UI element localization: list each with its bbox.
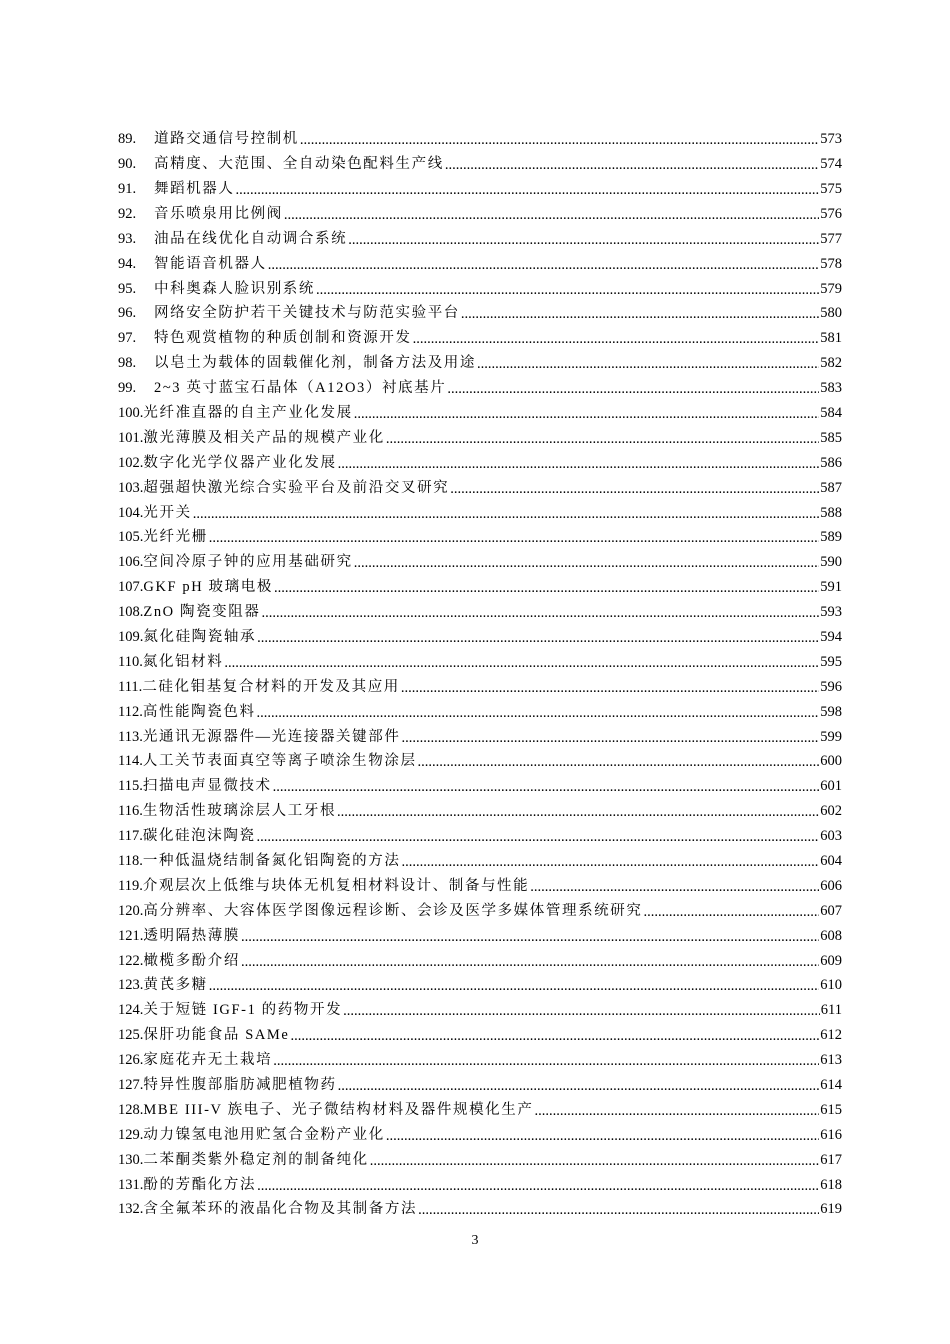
dot-leader (209, 979, 819, 994)
toc-entry-page: 585 (820, 429, 842, 446)
dot-leader (477, 357, 819, 372)
toc-entry-title: MBE III-V 族电子、光子微结构材料及器件规模化生产 (143, 1101, 534, 1118)
toc-entry-number: 110. (118, 653, 143, 670)
toc-entry[interactable] (118, 525, 842, 550)
toc-entry-number: 95. (118, 280, 137, 297)
dot-leader (348, 233, 819, 248)
toc-entry[interactable] (118, 227, 842, 252)
toc-entry-title: 酚的芳酯化方法 (143, 1176, 257, 1193)
toc-entry-page: 584 (820, 404, 842, 421)
toc-entry-number: 122. (118, 952, 144, 969)
toc-entry[interactable] (118, 1048, 842, 1073)
toc-entry-title: 高分辨率、大容体医学图像远程诊断、会诊及医学多媒体管理系统研究 (143, 902, 643, 919)
dot-leader (643, 905, 819, 920)
dot-leader (241, 955, 819, 970)
toc-entry-number: 128. (118, 1101, 144, 1118)
toc-entry[interactable] (118, 650, 842, 675)
toc-entry-page: 609 (820, 952, 842, 969)
toc-entry-title: 生物活性玻璃涂层人工牙根 (142, 803, 337, 820)
toc-entry-page: 593 (820, 604, 842, 621)
toc-entry-page: 598 (820, 703, 842, 720)
dot-leader (284, 208, 819, 223)
dot-leader (274, 581, 819, 596)
toc-entry[interactable] (118, 1172, 842, 1197)
toc-entry[interactable] (118, 401, 842, 426)
toc-entry-page: 577 (820, 230, 842, 247)
toc-entry-number: 104. (118, 504, 144, 521)
toc-entry[interactable] (118, 202, 842, 227)
toc-entry-page: 599 (820, 728, 842, 745)
toc-entry-title: 以皂土为载体的固载催化剂，制备方法及用途 (154, 355, 476, 372)
toc-entry-number: 117. (118, 828, 143, 845)
toc-entry-title: 动力镍氢电池用贮氢合金粉产业化 (143, 1126, 385, 1143)
toc-entry[interactable] (118, 1148, 842, 1173)
dot-leader (354, 556, 820, 571)
toc-entry[interactable] (118, 600, 842, 625)
toc-entry-page: 574 (820, 156, 842, 173)
dot-leader (300, 133, 819, 148)
toc-entry[interactable] (118, 127, 842, 152)
dot-leader (257, 830, 820, 845)
toc-entry-number: 96. (118, 305, 137, 322)
toc-entry-title: 音乐喷泉用比例阀 (154, 205, 283, 222)
page-number: 3 (471, 1233, 479, 1248)
toc-entry-page: 602 (820, 803, 842, 820)
toc-entry-number: 102. (118, 454, 144, 471)
toc-entry-page: 603 (820, 828, 842, 845)
toc-entry-title: 激光薄膜及相关产品的规模产业化 (143, 429, 385, 446)
toc-entry-page: 587 (820, 479, 842, 496)
dot-leader (413, 332, 820, 347)
toc-entry-number: 90. (118, 156, 137, 173)
table-of-contents (118, 127, 842, 1222)
toc-entry-number: 112. (118, 703, 143, 720)
toc-entry-page: 579 (820, 280, 842, 297)
toc-entry-number: 120. (118, 902, 144, 919)
toc-entry-page: 594 (820, 629, 842, 645)
toc-entry-title: 一种低温烧结制备氮化铝陶瓷的方法 (142, 853, 401, 870)
toc-entry-page: 613 (820, 1052, 842, 1069)
toc-entry-number: 129. (118, 1126, 144, 1143)
toc-entry-title: 智能语音机器人 (154, 255, 267, 272)
dot-leader (354, 407, 820, 422)
toc-entry-page: 580 (820, 305, 842, 322)
toc-entry-title: 氮化硅陶瓷轴承 (143, 629, 257, 645)
toc-entry-title: 橄榄多酚介绍 (143, 952, 240, 969)
toc-entry-number: 105. (118, 529, 144, 546)
toc-entry-number: 114. (118, 753, 143, 770)
dot-leader (257, 1179, 819, 1194)
toc-entry-page: 619 (820, 1201, 842, 1218)
toc-entry-number: 94. (118, 255, 137, 272)
dot-leader (401, 855, 819, 870)
toc-entry-page: 576 (820, 205, 842, 222)
toc-entry-number: 91. (118, 180, 137, 197)
toc-entry-title: 舞蹈机器人 (154, 180, 235, 197)
toc-entry-page: 610 (820, 977, 842, 994)
toc-entry-number: 118. (118, 853, 143, 870)
toc-entry-title: 高性能陶瓷色料 (142, 703, 256, 720)
toc-entry-number: 123. (118, 977, 144, 994)
toc-entry[interactable] (118, 699, 842, 724)
dot-leader (273, 1054, 819, 1069)
toc-entry[interactable] (118, 924, 842, 949)
toc-entry-title: 二硅化钼基复合材料的开发及其应用 (142, 678, 400, 695)
toc-entry-title: 介观层次上低维与块体无机复相材料设计、制备与性能 (142, 877, 530, 894)
dot-leader (447, 382, 819, 397)
toc-entry-number: 99. (118, 380, 137, 397)
toc-entry[interactable] (118, 152, 842, 177)
toc-entry-number: 125. (118, 1027, 144, 1044)
toc-entry-title: 关于短链 IGF-1 的药物开发 (143, 1002, 343, 1019)
toc-entry-page: 614 (820, 1077, 842, 1094)
dot-leader (461, 307, 819, 322)
toc-entry-title: GKF pH 玻璃电极 (143, 579, 273, 596)
dot-leader (534, 1104, 819, 1119)
toc-entry-number: 121. (118, 927, 144, 944)
dot-leader (401, 731, 819, 746)
toc-entry-page: 596 (820, 678, 842, 695)
toc-entry[interactable] (118, 998, 842, 1023)
dot-leader (236, 183, 820, 198)
toc-entry-title: 保肝功能食品 SAMe (143, 1027, 290, 1044)
toc-entry[interactable] (118, 500, 842, 525)
toc-entry-page: 617 (820, 1151, 842, 1168)
toc-entry-title: 中科奥森人脸识别系统 (154, 280, 315, 297)
toc-entry[interactable] (118, 575, 842, 600)
toc-entry-title: 数字化光学仪器产业化发展 (143, 454, 337, 471)
toc-entry-page: 578 (820, 255, 842, 272)
toc-entry-page: 573 (820, 131, 842, 148)
toc-entry[interactable] (118, 550, 842, 575)
toc-entry[interactable] (118, 849, 842, 874)
toc-entry[interactable] (118, 625, 842, 650)
toc-entry[interactable] (118, 824, 842, 849)
toc-entry-number: 126. (118, 1052, 144, 1069)
toc-entry-title: 扫描电声显微技术 (142, 778, 272, 795)
toc-entry[interactable] (118, 1023, 842, 1048)
toc-entry-title: 透明隔热薄膜 (143, 927, 240, 944)
dot-leader (370, 1154, 819, 1169)
toc-entry-number: 93. (118, 230, 137, 247)
toc-entry-number: 132. (118, 1201, 144, 1218)
toc-entry[interactable] (118, 177, 842, 202)
dot-leader (209, 531, 819, 546)
dot-leader (386, 432, 819, 447)
toc-entry[interactable] (118, 1098, 842, 1123)
toc-entry-page: 618 (820, 1176, 842, 1193)
toc-entry[interactable] (118, 426, 842, 451)
toc-entry-number: 109. (118, 629, 144, 645)
dot-leader (338, 457, 820, 472)
dot-leader (261, 606, 819, 621)
toc-entry[interactable] (118, 973, 842, 998)
toc-entry-number: 97. (118, 330, 137, 347)
toc-entry-number: 115. (118, 778, 143, 795)
dot-leader (401, 681, 819, 696)
toc-entry-number: 108. (118, 604, 144, 621)
toc-entry-page: 607 (820, 902, 842, 919)
dot-leader (257, 631, 819, 646)
toc-entry-title: 光开关 (143, 504, 192, 521)
toc-entry[interactable] (118, 675, 842, 700)
toc-entry-title: 二苯酮类紫外稳定剂的制备纯化 (143, 1151, 369, 1168)
dot-leader (193, 507, 820, 522)
toc-entry-title: 特异性腹部脂肪减肥植物药 (143, 1077, 337, 1094)
toc-entry-number: 119. (118, 877, 143, 894)
toc-entry-page: 600 (820, 753, 842, 770)
dot-leader (290, 1029, 819, 1044)
toc-entry-number: 116. (118, 803, 143, 820)
dot-leader (241, 930, 819, 945)
toc-entry-number: 107. (118, 579, 144, 596)
toc-entry-number: 106. (118, 554, 144, 571)
toc-entry[interactable] (118, 774, 842, 799)
toc-entry-title: ZnO 陶瓷变阻器 (143, 604, 261, 621)
toc-entry-title: 特色观赏植物的种质创制和资源开发 (154, 330, 412, 347)
toc-entry-number: 124. (118, 1002, 144, 1019)
toc-entry-number: 127. (118, 1077, 144, 1094)
toc-entry-title: 超强超快激光综合实验平台及前沿交叉研究 (143, 479, 450, 496)
toc-entry-number: 89. (118, 131, 137, 148)
dot-leader (273, 780, 820, 795)
toc-entry[interactable] (118, 376, 842, 401)
dot-leader (338, 1079, 820, 1094)
toc-entry-page: 586 (820, 454, 842, 471)
toc-entry-page: 612 (820, 1027, 842, 1044)
dot-leader (257, 706, 820, 721)
toc-entry-page: 591 (820, 579, 842, 596)
toc-entry[interactable] (118, 749, 842, 774)
toc-entry-title: 高精度、大范围、全自动染色配料生产线 (154, 156, 444, 173)
toc-entry-page: 616 (820, 1126, 842, 1143)
toc-entry-page: 604 (820, 853, 842, 870)
toc-entry[interactable] (118, 301, 842, 326)
toc-entry-page: 601 (820, 778, 842, 795)
dot-leader (386, 1129, 819, 1144)
dot-leader (418, 1203, 819, 1218)
toc-entry-page: 589 (820, 529, 842, 546)
dot-leader (337, 805, 819, 820)
dot-leader (530, 880, 819, 895)
dot-leader (268, 258, 820, 273)
dot-leader (343, 1004, 820, 1019)
toc-entry-title: 家庭花卉无土栽培 (143, 1052, 273, 1069)
dot-leader (316, 283, 819, 298)
toc-entry[interactable] (118, 1123, 842, 1148)
toc-entry-title: 道路交通信号控制机 (154, 131, 299, 148)
toc-entry-page: 590 (820, 554, 842, 571)
toc-entry-title: 氮化铝材料 (142, 653, 224, 670)
toc-entry-title: 2~3 英寸蓝宝石晶体（A12O3）衬底基片 (154, 380, 447, 397)
toc-entry[interactable] (118, 1197, 842, 1222)
toc-entry-title: 光纤光栅 (143, 529, 208, 546)
toc-entry-number: 111. (118, 678, 143, 695)
dot-leader (445, 158, 819, 173)
toc-entry[interactable] (118, 326, 842, 351)
toc-entry-page: 606 (820, 877, 842, 894)
toc-entry-title: 光通讯无源器件—光连接器关键部件 (142, 728, 401, 745)
toc-entry-page: 583 (820, 380, 842, 397)
toc-entry-title: 网络安全防护若干关键技术与防范实验平台 (154, 305, 460, 322)
toc-entry-title: 含全氟苯环的液晶化合物及其制备方法 (143, 1201, 418, 1218)
toc-entry[interactable] (118, 899, 842, 924)
toc-entry-title: 光纤准直器的自主产业化发展 (143, 404, 353, 421)
toc-entry[interactable] (118, 475, 842, 500)
toc-entry[interactable] (118, 451, 842, 476)
toc-entry-number: 103. (118, 479, 144, 496)
toc-entry-page: 615 (820, 1101, 842, 1118)
dot-leader (450, 482, 819, 497)
toc-entry-page: 588 (820, 504, 842, 521)
toc-entry-page: 582 (820, 355, 842, 372)
dot-leader (224, 656, 819, 671)
toc-entry-number: 100. (118, 404, 144, 421)
toc-entry[interactable] (118, 276, 842, 301)
toc-entry-number: 98. (118, 355, 137, 372)
toc-entry-title: 碳化硅泡沫陶瓷 (142, 828, 256, 845)
dot-leader (418, 755, 820, 770)
toc-entry-number: 113. (118, 728, 143, 745)
toc-entry-title: 油品在线优化自动调合系统 (154, 230, 348, 247)
toc-entry-number: 131. (118, 1176, 144, 1193)
toc-entry[interactable] (118, 1073, 842, 1098)
toc-entry[interactable] (118, 799, 842, 824)
toc-entry-number: 130. (118, 1151, 144, 1168)
toc-entry-title: 人工关节表面真空等离子喷涂生物涂层 (142, 753, 417, 770)
toc-entry-title: 空间冷原子钟的应用基础研究 (143, 554, 353, 571)
toc-entry-page: 581 (820, 330, 842, 347)
toc-entry-title: 黄芪多糖 (143, 977, 208, 994)
toc-entry-page: 595 (820, 653, 842, 670)
toc-entry[interactable] (118, 351, 842, 376)
toc-entry[interactable] (118, 874, 842, 899)
toc-entry-page: 611 (820, 1002, 842, 1019)
toc-entry-number: 92. (118, 205, 137, 222)
toc-entry-page: 575 (820, 180, 842, 197)
toc-entry[interactable] (118, 948, 842, 973)
toc-entry-page: 608 (820, 927, 842, 944)
toc-entry-number: 101. (118, 429, 144, 446)
toc-entry[interactable] (118, 251, 842, 276)
toc-entry[interactable] (118, 724, 842, 749)
